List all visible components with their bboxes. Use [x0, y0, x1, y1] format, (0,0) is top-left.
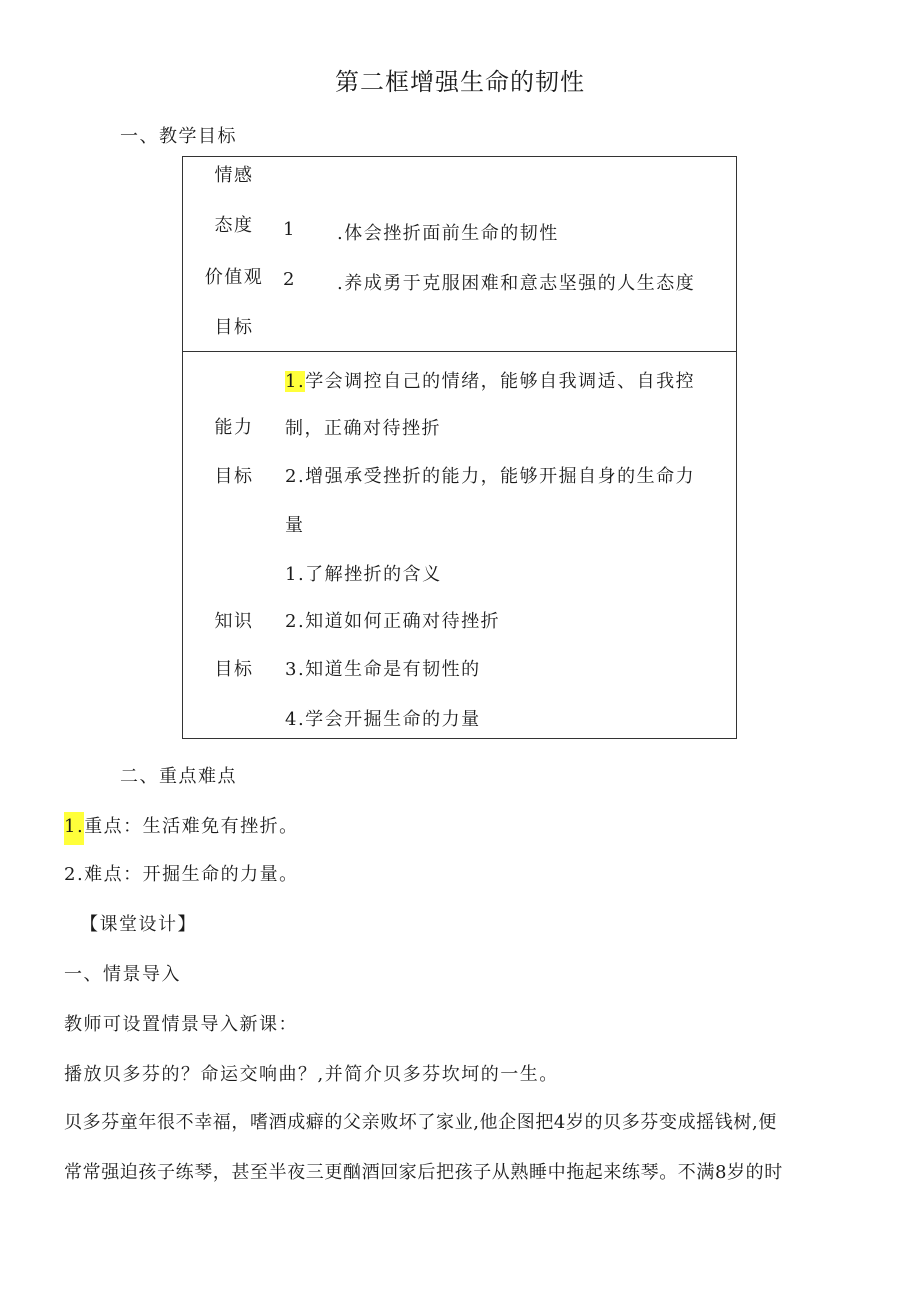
row3-line: 2.知道如何正确对待挫折 [285, 611, 501, 632]
page-title: 第二框增强生命的韧性 [335, 68, 585, 96]
section-heading-objectives: 一、教学目标 [120, 126, 237, 147]
row1-item-num: 2 [283, 269, 296, 290]
row2-line: 2.增强承受挫折的能力，能够开掘自身的生命力 [285, 466, 696, 487]
objectives-table [182, 156, 737, 739]
table-divider [183, 351, 736, 352]
row2-line: 1.学会调控自己的情绪，能够自我调适、自我控 [285, 371, 696, 392]
row2-label-line: 目标 [214, 466, 254, 487]
paragraph-line: 贝多芬童年很不幸福，嗜酒成癖的父亲败坏了家业,他企图把4岁的贝多芬变成摇钱树,便 [64, 1112, 777, 1133]
row1-label-line: 态度 [214, 215, 254, 236]
difficulty-point: 2.难点：开掘生命的力量。 [64, 864, 299, 885]
section-heading-keypoints: 二、重点难点 [120, 766, 237, 787]
row1-item-num: 1 [283, 219, 296, 240]
row1-item-text: .体会挫折面前生命的韧性 [337, 223, 559, 244]
row3-line: 4.学会开掘生命的力量 [285, 709, 481, 730]
paragraph: 教师可设置情景导入新课： [64, 1014, 298, 1035]
row3-line: 3.知道生命是有韧性的 [285, 659, 481, 680]
row1-label-line: 情感 [214, 165, 254, 186]
row2-line: 量 [285, 515, 305, 536]
key-point: 1.重点：生活难免有挫折。 [64, 812, 299, 845]
row2-label-line: 能力 [214, 417, 254, 438]
row1-label-line: 价值观 [204, 267, 264, 288]
row3-label-line: 目标 [214, 659, 254, 680]
row1-label-line: 目标 [214, 317, 254, 338]
section-heading-intro: 一、情景导入 [64, 964, 181, 985]
class-design-heading: 【课堂设计】 [80, 914, 197, 935]
row3-line: 1.了解挫折的含义 [285, 564, 442, 585]
paragraph-line: 常常强迫孩子练琴，甚至半夜三更酗酒回家后把孩子从熟睡中拖起来练琴。不满8岁的时 [64, 1162, 783, 1183]
row2-line: 制，正确对待挫折 [285, 418, 441, 439]
highlighted-number: 1. [285, 371, 306, 392]
paragraph: 播放贝多芬的？命运交响曲？,并简介贝多芬坎坷的一生。 [64, 1064, 559, 1085]
highlighted-number: 1. [64, 812, 84, 845]
row1-item-text: .养成勇于克服困难和意志坚强的人生态度 [337, 273, 696, 294]
row3-label-line: 知识 [214, 611, 254, 632]
